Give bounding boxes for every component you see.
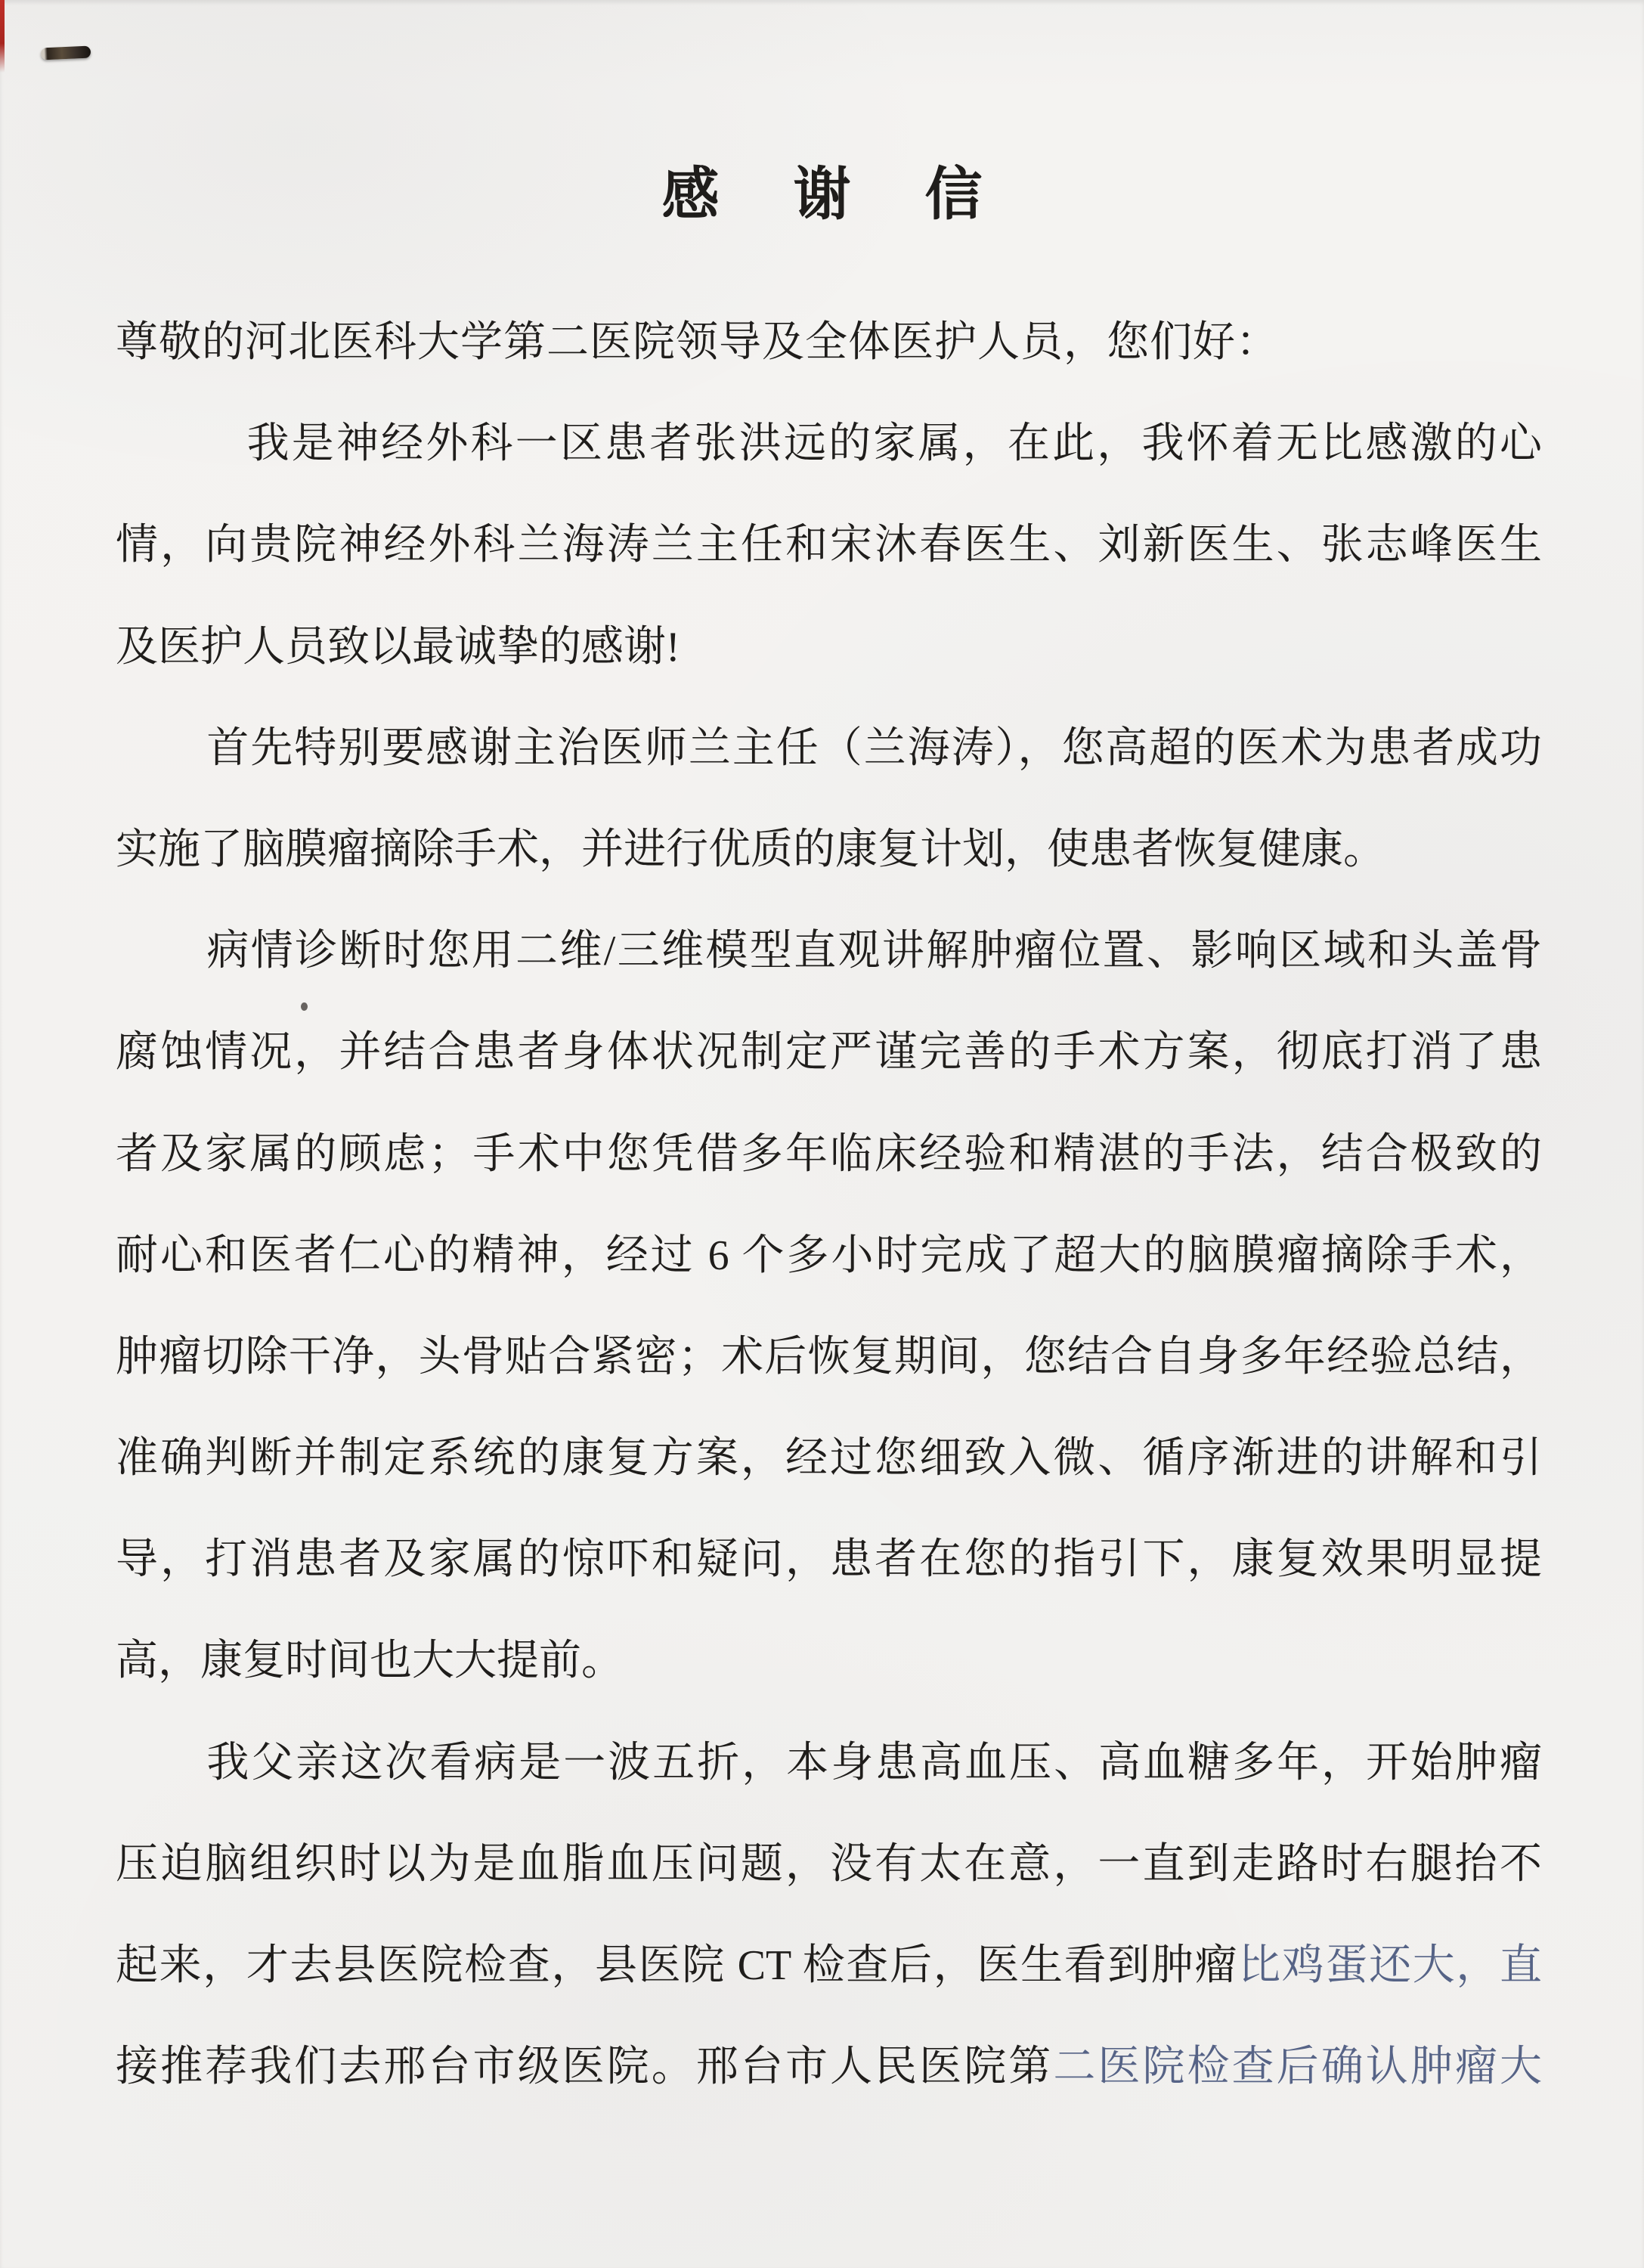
text-run: 准确判断并制定系统的康复方案，经过您细致入微、循序渐进的讲解和引 xyxy=(116,1435,1542,1483)
letter-title: 感 谢 信 xyxy=(661,163,1013,227)
text-line xyxy=(116,393,1542,494)
text-run: 实施了脑膜瘤摘除手术，并进行优质的康复计划，使患者恢复健康。 xyxy=(116,826,1385,873)
text-run: 起来，才去县医院检查，县医院 CT 检查后，医生看到肿瘤 xyxy=(116,1942,1239,1989)
text-line xyxy=(116,1306,1542,1408)
text-line xyxy=(116,1610,1542,1712)
text-line xyxy=(116,1509,1542,1610)
text-line xyxy=(116,596,1542,698)
text-line xyxy=(116,2016,1542,2118)
paragraph xyxy=(116,900,1542,1712)
text-run: 首先特别要感谢主治医师兰主任（兰海涛），您高超的医术为患者成功 xyxy=(206,724,1542,772)
text-run: 情，向贵院神经外科兰海涛兰主任和宋沐春医生、刘新医生、张志峰医生 xyxy=(116,522,1542,569)
salutation-line: 尊敬的河北医科大学第二医院领导及全体医护人员，您们好： xyxy=(116,319,1279,366)
text-run: 我是神经外科一区患者张洪远的家属，在此，我怀着无比感激的心 xyxy=(246,420,1542,468)
text-line xyxy=(116,1712,1542,1814)
text-run: 压迫脑组织时以为是血脂血压问题，没有太在意，一直到走路时右腿抬不 xyxy=(116,1840,1542,1888)
text-run: 者及家属的顾虑；手术中您凭借多年临床经验和精湛的手法，结合极致的 xyxy=(116,1130,1542,1178)
text-line xyxy=(116,1205,1542,1306)
text-run: 导，打消患者及家属的惊吓和疑问，患者在您的指引下，康复效果明显提 xyxy=(116,1536,1542,1584)
paragraph xyxy=(116,1712,1542,2118)
text-run: 耐心和医者仁心的精神，经过 6 个多小时完成了超大的脑膜瘤摘除手术， xyxy=(116,1232,1542,1279)
text-line xyxy=(116,1104,1542,1205)
text-run: 接推荐我们去邢台市级医院。邢台市人民医院第 xyxy=(116,2043,1054,2091)
faded-text-run: 比鸡蛋还大，直 xyxy=(1238,1942,1543,1989)
letter-body xyxy=(116,292,1542,2118)
red-edge-mark xyxy=(0,0,5,73)
text-line xyxy=(116,494,1542,596)
text-run: 及医护人员致以最诚挚的感谢! xyxy=(116,623,680,671)
text-line xyxy=(116,1408,1542,1509)
text-line xyxy=(116,799,1542,900)
text-line xyxy=(116,1915,1542,2016)
text-run: 病情诊断时您用二维/三维模型直观讲解肿瘤位置、影响区域和头盖骨 xyxy=(206,928,1542,975)
faded-text-run: 二医院检查后确认肿瘤大 xyxy=(1053,2043,1543,2091)
text-line xyxy=(116,1814,1542,1915)
text-line xyxy=(116,698,1542,799)
text-line xyxy=(116,1002,1542,1103)
paragraph xyxy=(116,393,1542,698)
text-run: 我父亲这次看病是一波五折，本身患高血压、高血糖多年，开始肿瘤 xyxy=(206,1739,1542,1786)
staple-mark xyxy=(41,46,91,60)
text-run: 腐蚀情况，并结合患者身体状况制定严谨完善的手术方案，彻底打消了患 xyxy=(116,1029,1542,1077)
paragraph xyxy=(116,698,1542,900)
text-line xyxy=(116,900,1542,1002)
text-run: 高，康复时间也大大提前。 xyxy=(116,1637,624,1685)
text-run: 肿瘤切除干净，头骨贴合紧密；术后恢复期间，您结合自身多年经验总结， xyxy=(116,1333,1542,1380)
